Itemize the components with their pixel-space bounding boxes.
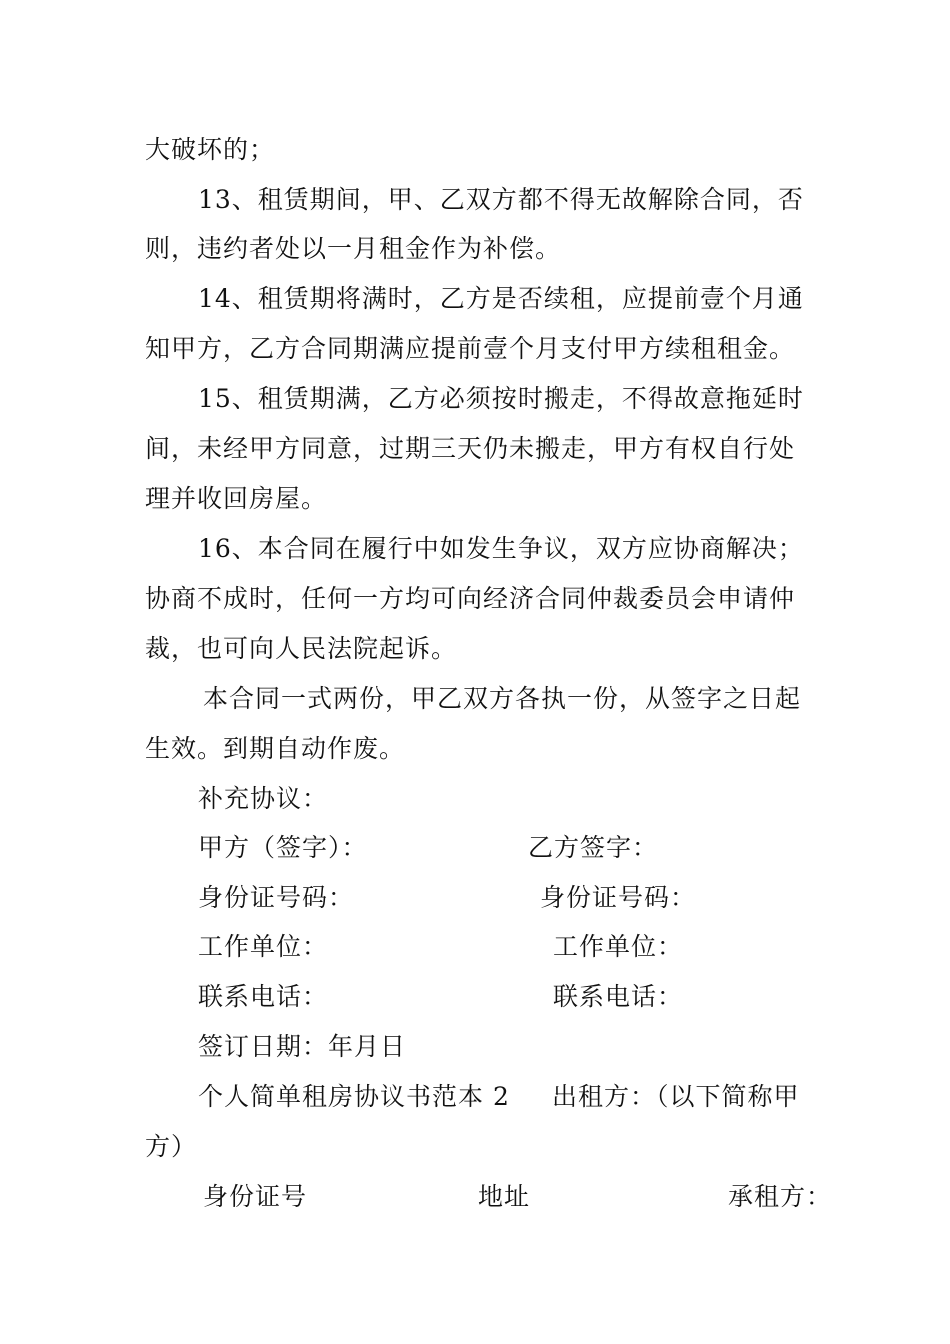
text-line: 协商不成时，任何一方均可向经济合同仲裁委员会申请仲 bbox=[145, 584, 796, 613]
text-line: 则，违约者处以一月租金作为补偿。 bbox=[145, 234, 562, 263]
clause-14: 14、租赁期将满时，乙方是否续租，应提前壹个月通 bbox=[198, 284, 804, 313]
supplementary-heading: 补充协议： bbox=[198, 784, 329, 813]
text-line: 大破坏的； bbox=[145, 135, 276, 164]
lessor-label: 出租方：（以下简称甲 bbox=[552, 1082, 800, 1111]
text-line: 知甲方，乙方合同期满应提前壹个月支付甲方续租租金。 bbox=[145, 334, 796, 363]
clause-16: 16、本合同在履行中如发生争议，双方应协商解决； bbox=[198, 534, 804, 563]
tenant-label: 承租方： bbox=[728, 1182, 833, 1211]
text-line: 间，未经甲方同意，过期三天仍未搬走，甲方有权自行处 bbox=[145, 434, 796, 463]
text-line: 本合同一式两份，甲乙双方各执一份，从签字之日起 bbox=[203, 684, 802, 713]
signing-date: 签订日期：年月日 bbox=[198, 1032, 407, 1061]
section-title: 个人简单租房协议书范本 2 bbox=[198, 1082, 510, 1111]
party-b-phone: 联系电话： bbox=[553, 982, 684, 1011]
party-a-signature: 甲方（签字）： bbox=[198, 833, 368, 862]
clause-13: 13、租赁期间，甲、乙双方都不得无故解除合同，否 bbox=[198, 185, 804, 214]
address-label: 地址 bbox=[478, 1182, 531, 1211]
text-line: 生效。到期自动作废。 bbox=[145, 734, 406, 763]
text-line: 理并收回房屋。 bbox=[145, 484, 328, 513]
id-number-label: 身份证号 bbox=[203, 1182, 308, 1211]
clause-15: 15、租赁期满，乙方必须按时搬走，不得故意拖延时 bbox=[198, 384, 804, 413]
party-b-employer: 工作单位： bbox=[553, 932, 684, 961]
party-a-phone: 联系电话： bbox=[198, 982, 329, 1011]
text-line: 裁，也可向人民法院起诉。 bbox=[145, 634, 458, 663]
lessor-label-cont: 方） bbox=[145, 1132, 198, 1161]
party-a-employer: 工作单位： bbox=[198, 932, 329, 961]
party-b-id: 身份证号码： bbox=[540, 883, 697, 912]
party-a-id: 身份证号码： bbox=[198, 883, 355, 912]
party-b-signature: 乙方签字： bbox=[528, 833, 659, 862]
